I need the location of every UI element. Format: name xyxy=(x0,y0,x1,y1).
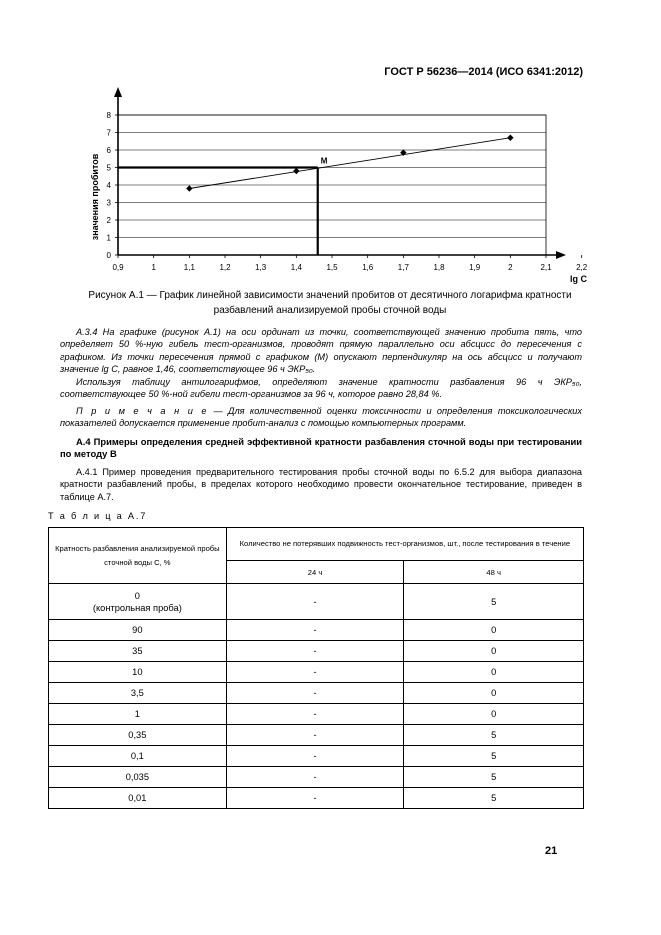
paragraph-a34-text: А.3.4 На графике (рисунок А.1) на оси ординат из точки, соответствующей значению пробита пять, что определяет 50 %-ную гибель тест-организмов, проводят прямую параллельно оси абсцисс до пересечения с графиком. Из точки пересечения прямой с графиком (М) опускают перпендикуляр на ось абсцисс и получают значение lg C, равное 1,46, соответствующее 96 ч ЭКР₅₀. xyxy=(60,327,582,374)
cell-48h: 5 xyxy=(404,584,584,620)
table-row xyxy=(49,788,584,809)
caption-line-2: разбавлений анализируемой пробы сточной воды xyxy=(213,305,447,316)
figure-caption xyxy=(60,288,600,318)
cell-24h: - xyxy=(226,725,404,746)
x-tick-label: 1,6 xyxy=(362,263,374,272)
paragraph-a41 xyxy=(60,466,582,503)
y-tick-label: 5 xyxy=(106,163,111,173)
cell-24h: - xyxy=(226,704,404,725)
cell-concentration: 0 (контрольная проба) xyxy=(49,584,227,620)
note-text: — Для количественной оценки токсичности и определения токсикологических показателей допускается применение пробит-анализ с помощью компьютерных программ. xyxy=(60,406,582,429)
section-heading-a4 xyxy=(60,436,582,461)
y-tick-label: 0 xyxy=(106,251,111,260)
cell-24h: - xyxy=(226,584,404,620)
cell-48h: 0 xyxy=(404,662,584,683)
cell-48h: 5 xyxy=(404,746,584,767)
x-tick-label: 1,4 xyxy=(290,263,302,272)
cell-48h: 0 xyxy=(404,620,584,641)
table-row xyxy=(49,584,584,620)
cell-24h: - xyxy=(226,746,404,767)
x-tick-label: 1,3 xyxy=(255,263,267,272)
paragraph-a41-text: А.4.1 Пример проведения предварительного тестирования пробы сточной воды по 6.5.2 для выбора диапазона кратности разбавлений пробы, в пределах которого необходимо провести окончательное тестирование, приведен в таблице А.7. xyxy=(60,467,582,502)
paragraph-antilog xyxy=(60,376,582,401)
y-tick-label: 4 xyxy=(106,181,111,190)
data-table xyxy=(48,527,584,809)
table-row xyxy=(49,620,584,641)
chart-y-label: значения пробитов xyxy=(90,153,100,241)
col-header-24h: 24 ч xyxy=(226,561,404,584)
table-row xyxy=(49,683,584,704)
x-tick-label: 2,2 xyxy=(576,263,588,272)
x-tick-label: 1,5 xyxy=(326,263,338,272)
y-tick-label: 2 xyxy=(106,216,111,225)
cell-48h: 5 xyxy=(404,767,584,788)
cell-48h: 5 xyxy=(404,788,584,809)
page-number: 21 xyxy=(545,845,558,857)
note-label: П р и м е ч а н и е xyxy=(76,406,209,416)
cell-24h: - xyxy=(226,662,404,683)
x-tick-label: 1,9 xyxy=(469,263,481,272)
y-tick-label: 7 xyxy=(106,128,111,138)
table-row xyxy=(49,662,584,683)
cell-concentration: 3,5 xyxy=(49,683,227,704)
chart-x-label: lg C xyxy=(570,274,587,284)
x-tick-label: 1,1 xyxy=(183,263,195,272)
data-point xyxy=(186,185,192,191)
x-axis-arrow xyxy=(556,251,566,259)
fit-line xyxy=(189,138,510,189)
cell-concentration: 0,35 xyxy=(49,725,227,746)
cell-24h: - xyxy=(226,683,404,704)
cell-48h: 5 xyxy=(404,725,584,746)
section-heading-text: А.4 Примеры определения средней эффективной кратности разбавления сточной воды при тестировании по методу В xyxy=(60,436,582,460)
y-tick-label: 1 xyxy=(106,233,111,243)
cell-concentration: 0,035 xyxy=(49,767,227,788)
x-tick-label: 0,9 xyxy=(112,263,124,272)
table-row xyxy=(49,725,584,746)
x-tick-label: 1 xyxy=(151,263,156,272)
cell-24h: - xyxy=(226,767,404,788)
col-header-group: Количество не потерявших подвижность тест-организмов, шт., после тестирования в течение xyxy=(226,528,583,561)
table-row xyxy=(49,767,584,788)
document-header: ГОСТ Р 56236—2014 (ИСО 6341:2012) xyxy=(384,66,583,78)
data-point xyxy=(293,168,299,174)
paragraph-antilog-text: Используя таблицу антилогарифмов, определяют значение кратности разбавления 96 ч ЭКР₅₀, соответствующее 50 %-ной гибели тест-организмов за 96 ч, которое равно 28,84 %. xyxy=(60,377,582,400)
col-header-concentration: Кратность разбавления анализируемой пробы сточной воды С, % xyxy=(49,528,227,584)
cell-48h: 0 xyxy=(404,704,584,725)
x-tick-label: 2,1 xyxy=(540,263,552,272)
y-tick-label: 6 xyxy=(106,146,111,155)
y-tick-label: 8 xyxy=(106,111,111,120)
table-row xyxy=(49,641,584,662)
marker-label-m: М xyxy=(320,156,328,166)
x-tick-label: 1,7 xyxy=(397,263,409,272)
col-header-48h: 48 ч xyxy=(404,561,584,584)
paragraph-a34 xyxy=(60,326,582,375)
cell-48h: 0 xyxy=(404,683,584,704)
cell-48h: 0 xyxy=(404,641,584,662)
note-paragraph xyxy=(60,405,582,430)
x-tick-label: 2 xyxy=(508,263,513,272)
y-axis-arrow xyxy=(114,87,122,97)
x-tick-label: 1,8 xyxy=(433,263,445,272)
cell-concentration: 0,1 xyxy=(49,746,227,767)
table-row xyxy=(49,746,584,767)
caption-line-1: Рисунок А.1 — График линейной зависимости значений пробитов от десятичного логарифма кратности xyxy=(88,290,572,301)
cell-concentration: 1 xyxy=(49,704,227,725)
cell-concentration: 35 xyxy=(49,641,227,662)
x-tick-label: 1,2 xyxy=(219,263,231,272)
table-row xyxy=(49,704,584,725)
cell-24h: - xyxy=(226,620,404,641)
cell-concentration: 90 xyxy=(49,620,227,641)
table-title: Т а б л и ц а А.7 xyxy=(48,511,148,521)
cell-concentration: 0,01 xyxy=(49,788,227,809)
data-point xyxy=(507,135,513,141)
cell-concentration: 10 xyxy=(49,662,227,683)
cell-24h: - xyxy=(226,788,404,809)
probit-chart xyxy=(70,85,590,285)
y-tick-label: 3 xyxy=(106,198,111,208)
cell-24h: - xyxy=(226,641,404,662)
